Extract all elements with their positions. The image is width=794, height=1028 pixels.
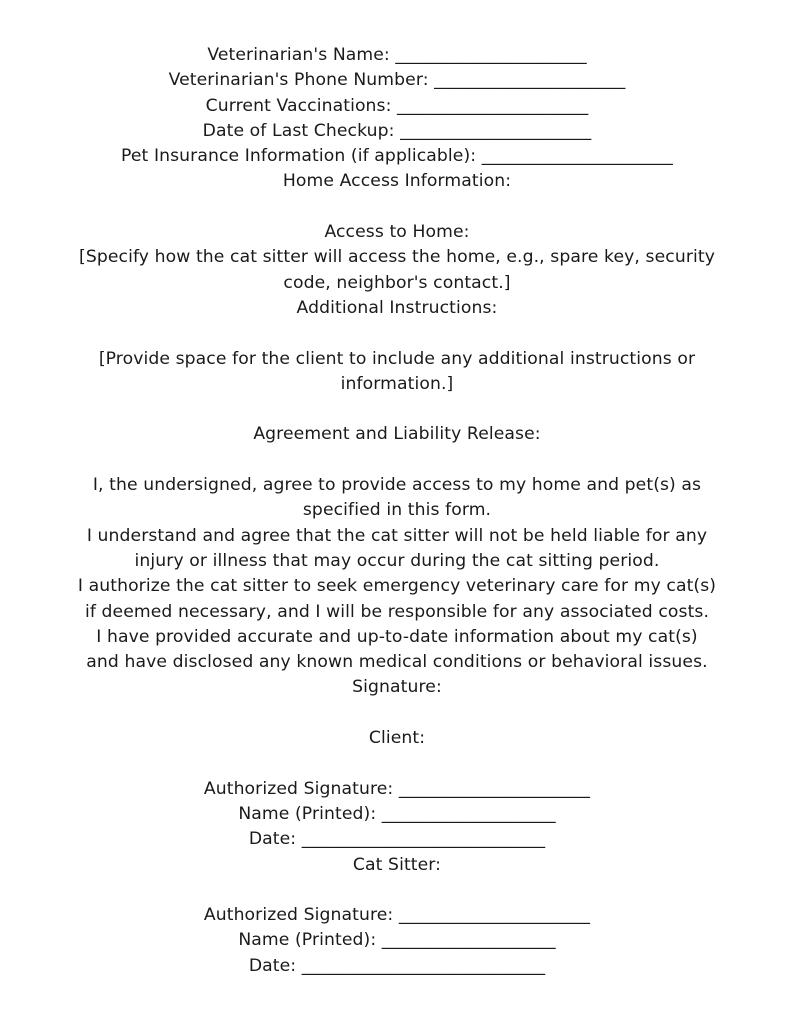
agreement-heading: Agreement and Liability Release: xyxy=(253,424,541,445)
sitter-signature-field[interactable]: Authorized Signature: ______________________ xyxy=(203,905,591,926)
access-to-home-text: [Specify how the cat sitter will access the home, e.g., spare key, security code, neighbor's contact.] xyxy=(79,247,715,293)
client-signature-field[interactable]: Authorized Signature: ______________________ xyxy=(203,778,591,799)
vet-name-field[interactable]: Veterinarian's Name: ______________________ xyxy=(207,45,587,65)
agreement-statement-2b: injury or illness that may occur during the cat sitting period. xyxy=(134,550,660,571)
client-date-field[interactable]: Date: ____________________________ xyxy=(248,829,546,850)
agreement-statement-4b: and have disclosed any known medical conditions or behavioral issues. xyxy=(86,652,708,673)
sitter-date-field[interactable]: Date: ____________________________ xyxy=(248,955,546,976)
additional-instructions-text: [Provide space for the client to include any additional instructions or information.] xyxy=(98,348,696,394)
form-page xyxy=(0,43,794,979)
insurance-field[interactable]: Pet Insurance Information (if applicable): ______________________ xyxy=(121,146,673,167)
signature-heading: Signature: xyxy=(352,677,442,698)
home-access-heading: Home Access Information: xyxy=(282,171,512,192)
client-name-field[interactable]: Name (Printed): ____________________ xyxy=(238,803,556,824)
spacer xyxy=(0,397,794,422)
spacer xyxy=(0,448,794,473)
sitter-label: Cat Sitter: xyxy=(352,854,442,875)
agreement-statement-1: I, the undersigned, agree to provide access to my home and pet(s) as specified in this form. xyxy=(92,475,702,521)
last-checkup-field[interactable]: Date of Last Checkup: ______________________ xyxy=(202,120,592,141)
spacer xyxy=(0,701,794,726)
agreement-statement-2a: I understand and agree that the cat sitter will not be held liable for any xyxy=(86,525,708,546)
access-to-home-label: Access to Home: xyxy=(324,222,470,243)
vaccinations-field[interactable]: Current Vaccinations: ______________________ xyxy=(205,95,589,116)
agreement-statement-3a: I authorize the cat sitter to seek emergency veterinary care for my cat(s) xyxy=(77,576,717,597)
spacer xyxy=(0,321,794,346)
spacer xyxy=(0,878,794,903)
spacer xyxy=(0,195,794,220)
additional-instructions-label: Additional Instructions: xyxy=(296,297,498,318)
agreement-statement-3b: if deemed necessary, and I will be responsible for any associated costs. xyxy=(84,601,710,622)
spacer xyxy=(0,751,794,776)
client-label: Client: xyxy=(368,728,426,749)
agreement-statement-4a: I have provided accurate and up-to-date information about my cat(s) xyxy=(96,626,698,647)
vet-phone-field[interactable]: Veterinarian's Phone Number: ______________________ xyxy=(168,70,626,91)
sitter-name-field[interactable]: Name (Printed): ____________________ xyxy=(238,930,556,951)
